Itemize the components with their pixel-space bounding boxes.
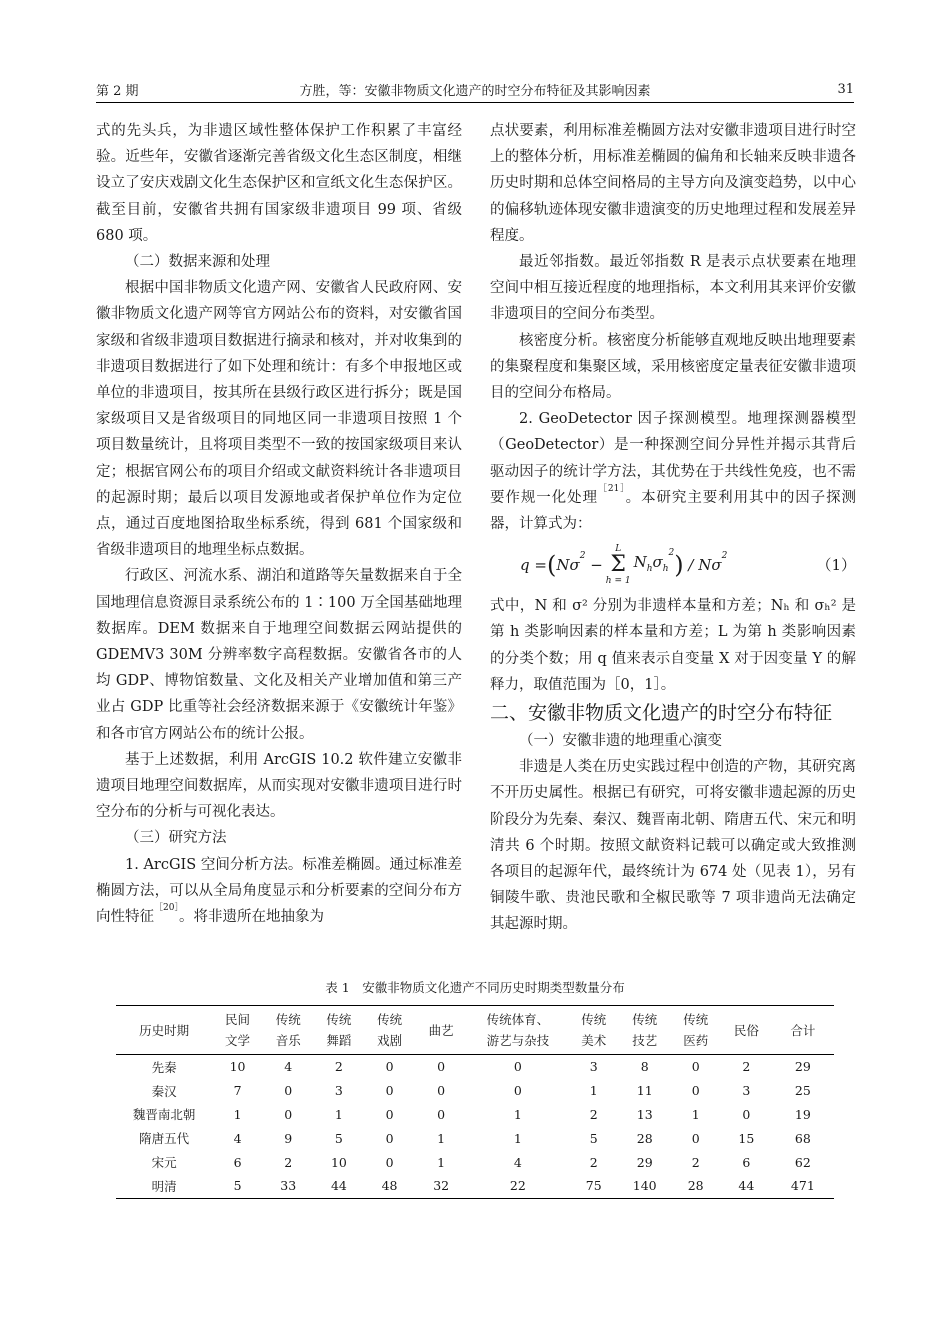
equation (490, 537, 856, 593)
table-cell: 1 (233, 1106, 242, 1122)
table-cell: 0 (437, 1083, 446, 1099)
table-cell: 7 (233, 1083, 242, 1099)
subsection-heading: （一）安徽非遗的地理重心演变 (519, 733, 722, 750)
table-cell: 28 (636, 1130, 653, 1146)
table-cell: 3 (334, 1083, 343, 1099)
page-header (96, 78, 854, 100)
table-cell: 6 (742, 1154, 751, 1170)
table-cell: 22 (467, 1174, 568, 1198)
table-row (116, 1174, 834, 1198)
table-cell: 1 (589, 1083, 598, 1099)
table-row (116, 1103, 834, 1127)
table-cell: 0 (385, 1083, 394, 1099)
column-header (772, 1006, 834, 1055)
paragraph: 非遗是人类在历史实践过程中创造的产物，其研究离不开历史属性。根据已有研究，可将安徽非遗起源的历史阶段分为先秦、秦汉、魏晋南北朝、隋唐五代、宋元和明清共 6 个时期。按照文献资料记载可以确定或大致推测各项目的起源年代，最终统计为 674 处（见表 1），另有铜陵牛歌、贵池民歌和全椒民歌等 7 项非遗尚无法确定其起源时期。 (490, 759, 856, 933)
header-rule (96, 102, 854, 103)
table-body (116, 1055, 834, 1199)
equation-lhs: q = (520, 556, 547, 575)
table-cell: 0 (385, 1059, 394, 1075)
header-line: 民间 (225, 1012, 251, 1027)
header-line: 传统 (275, 1012, 301, 1027)
table-cell: 13 (636, 1106, 653, 1122)
table-cell: 25 (794, 1083, 811, 1099)
paragraph: 式的先头兵，为非遗区域性整体保护工作积累了丰富经验。近些年，安徽省逐渐完善省级文化生态区制度，相继设立了安庆戏剧文化生态保护区和宣纸文化生态保护区。截至目前，安徽省共拥有国家级非遗项目 99 项、省级 680 项。 (96, 123, 462, 244)
table-cell: 2 (589, 1154, 598, 1170)
column-header (467, 1006, 568, 1055)
table-cell: 44 (314, 1174, 365, 1198)
table-cell: 0 (691, 1130, 700, 1146)
table-cell: 魏晋南北朝 (132, 1107, 196, 1123)
subsection-heading: （三）研究方法 (125, 830, 227, 847)
header-line: 传统 (581, 1012, 607, 1027)
table-cell: 32 (415, 1174, 467, 1198)
paragraph: 核密度分析。核密度分析能够直观地反映出地理要素的集聚程度和集聚区域，采用核密度定量表征安徽非遗项目的空间分布格局。 (490, 332, 856, 402)
table-cell: 8 (640, 1059, 649, 1075)
table-cell: 2 (589, 1106, 598, 1122)
left-column (96, 118, 462, 930)
table-caption: 表 1 安徽非物质文化遗产不同历史时期类型数量分布 (325, 980, 625, 995)
table-cell: 10 (229, 1059, 246, 1075)
header-line: 曲艺 (428, 1022, 454, 1038)
sum-lower: h = 1 (605, 576, 631, 587)
data-table (116, 1005, 834, 1199)
table-cell: 75 (568, 1174, 619, 1198)
paren-open: ( (546, 551, 557, 580)
table-cell: 0 (513, 1083, 522, 1099)
table-cell: 5 (334, 1130, 343, 1146)
table-cell: 19 (794, 1106, 811, 1122)
citation: ［20］ (154, 903, 179, 914)
paragraph: 式中，N 和 σ² 分别为非遗样本量和方差；Nₕ 和 σₕ² 是第 h 类影响因素的样本量和方差；L 为第 h 类影响因素的分类个数；用 q 值来表示自变量 X 对于因变量 Y 的解释力，取值范围为［0，1］。 (490, 598, 856, 693)
header-line: 文学 (225, 1033, 251, 1048)
table-cell: 0 (385, 1106, 394, 1122)
header-line: 传统 (632, 1012, 658, 1027)
table-cell: 0 (284, 1083, 293, 1099)
column-header (314, 1006, 365, 1055)
table-cell: 471 (772, 1174, 834, 1198)
paragraph: 行政区、河流水系、湖泊和道路等矢量数据来自于全国地理信息资源目录系统公布的 1∶100 万全国基础地理数据库。DEM 数据来自于地理空间数据云网站提供的 GDEMV3 30M 分辨率数字高程数据。安徽省各市的人均 GDP、博物馆数量、文化及相关产业增加值和第三产业占 GDP 比重等社会经济数据来源于《安徽统计年鉴》和各市官方网站公布的统计公报。 (96, 568, 462, 742)
table-cell: 2 (691, 1154, 700, 1170)
running-title: 方胜，等：安徽非物质文化遗产的时空分布特征及其影响因素 (299, 83, 651, 99)
table-cell: 68 (794, 1130, 811, 1146)
table-cell: 6 (233, 1154, 242, 1170)
header-line: 合计 (790, 1022, 816, 1038)
page-number: 31 (837, 81, 854, 97)
table-cell: 0 (385, 1130, 394, 1146)
paragraph: 基于上述数据，利用 ArcGIS 10.2 软件建立安徽非遗项目地理空间数据库，从而实现对安徽非遗项目进行时空分布的分析与可视化表达。 (96, 751, 462, 821)
equation-term: / $N\sigma^2$ (683, 551, 728, 575)
sum-upper: L (615, 544, 622, 555)
table-cell: 2 (334, 1059, 343, 1075)
table-cell: 15 (738, 1130, 755, 1146)
paragraph-text: 。本研究主要利用其中的因子探测器，计算式为： (490, 489, 857, 533)
table-cell: 4 (513, 1154, 522, 1170)
header-line: 舞蹈 (326, 1033, 352, 1048)
equation-number: （1） (816, 556, 856, 575)
section-heading: 二、安徽非物质文化遗产的时空分布特征 (490, 702, 833, 725)
table-cell: 9 (284, 1130, 293, 1146)
header-line: 传统 (683, 1012, 709, 1027)
table-cell: 140 (619, 1174, 670, 1198)
table-cell: 0 (691, 1083, 700, 1099)
equation-term: $N\sigma^2$ − (556, 551, 603, 575)
header-line: 传统 (326, 1012, 352, 1027)
sigma-symbol: Σ (610, 552, 626, 578)
paragraph (96, 852, 462, 931)
column-header (116, 1006, 212, 1055)
table-row (116, 1055, 834, 1079)
paragraph-text: 。将非遗所在地抽象为 (178, 909, 324, 926)
table-cell: 44 (721, 1174, 772, 1198)
table-cell: 11 (636, 1083, 653, 1099)
paragraph: 根据中国非物质文化遗产网、安徽省人民政府网、安徽非物质文化遗产网等官方网站公布的资料，对安徽省国家级和省级非遗项目数据进行摘录和核对，并对收集到的非遗项目数据进行了如下处理和统计：有多个申报地区或单位的非遗项目，按其所在县级行政区进行拆分；既是国家级项目又是省级项目的同地区同一非遗项目按照 1 个项目数量统计，且将项目类型不一致的按国家级项目来认定；根据官网公布的项目介绍或文献资料统计各非遗项目的起源时期；最后以项目发源地或者保护单位作为定位点，通过百度地图拾取坐标系统，得到 681 个国家级和省级非遗项目的地理坐标点数据。 (96, 280, 462, 559)
header-line: 民俗 (733, 1022, 759, 1038)
table-cell: 5 (212, 1174, 263, 1198)
paragraph: 最近邻指数。最近邻指数 R 是表示点状要素在地理空间中相互接近程度的地理指标，本文利用其来评价安徽非遗项目的空间分布类型。 (490, 254, 856, 323)
paragraph-text: 1. ArcGIS 空间分析方法。标准差椭圆。通过标准差椭圆方法，可以从全局角度显示和分析要素的空间分布方向性特征 (96, 856, 462, 926)
table-cell: 5 (589, 1130, 598, 1146)
table-cell: 2 (742, 1059, 751, 1075)
table-cell: 33 (263, 1174, 314, 1198)
table-cell: 1 (513, 1106, 522, 1122)
table-header (116, 1006, 834, 1055)
paragraph-text: 2. GeoDetector 因子探测模型。地理探测器模型（GeoDetector）是一种探测空间分异性并揭示其背后驱动因子的统计学方法，其优势在于共线性免疫，也不需要作规一化处理 (490, 411, 856, 506)
table-cell: 明清 (116, 1174, 212, 1198)
table-cell: 3 (742, 1083, 751, 1099)
table-cell: 48 (364, 1174, 415, 1198)
header-line: 戏剧 (377, 1033, 403, 1048)
header-line: 医药 (683, 1033, 709, 1048)
table-cell: 4 (284, 1059, 293, 1075)
table-cell: 29 (794, 1059, 811, 1075)
table-cell: 0 (437, 1106, 446, 1122)
table-cell: 0 (437, 1059, 446, 1075)
equation-term: $N_h\sigma_h^2$ (633, 547, 675, 574)
table-row (116, 1150, 834, 1174)
table-cell: 隋唐五代 (139, 1131, 190, 1147)
header-line: 音乐 (275, 1033, 301, 1048)
table-cell: 0 (513, 1059, 522, 1075)
column-header (721, 1006, 772, 1055)
right-column (490, 118, 856, 938)
table-cell: 29 (636, 1154, 653, 1170)
header-line: 传统 (377, 1012, 403, 1027)
table-cell: 0 (742, 1106, 751, 1122)
summation (606, 544, 631, 586)
paragraph (490, 406, 856, 537)
subsection-heading: （二）数据来源和处理 (125, 254, 270, 271)
column-header (670, 1006, 721, 1055)
column-header (212, 1006, 263, 1055)
table-cell: 1 (437, 1130, 446, 1146)
table-cell: 62 (794, 1154, 811, 1170)
table-cell: 宋元 (151, 1155, 177, 1171)
header-line: 传统体育、 (486, 1012, 550, 1027)
table-cell: 3 (589, 1059, 598, 1075)
column-header (364, 1006, 415, 1055)
table-cell: 0 (385, 1154, 394, 1170)
table-row (116, 1126, 834, 1150)
header-line: 游艺与杂技 (486, 1033, 550, 1048)
table-cell: 1 (691, 1106, 700, 1122)
column-header (415, 1006, 467, 1055)
table-cell: 4 (233, 1130, 242, 1146)
table-cell: 1 (437, 1154, 446, 1170)
issue-number: 第 2 期 (96, 83, 139, 99)
column-header (568, 1006, 619, 1055)
table-cell: 28 (670, 1174, 721, 1198)
citation: ［21］ (597, 483, 626, 494)
table-cell: 1 (334, 1106, 343, 1122)
column-header (263, 1006, 314, 1055)
table-cell: 先秦 (151, 1059, 177, 1075)
table-cell: 秦汉 (151, 1083, 177, 1099)
table-cell: 0 (284, 1106, 293, 1122)
header-line: 技艺 (632, 1033, 658, 1048)
paren-close: ) (674, 551, 684, 580)
header-line: 美术 (581, 1033, 607, 1048)
table-cell: 2 (284, 1154, 293, 1170)
header-line: 历史时期 (139, 1022, 190, 1038)
table-row (116, 1079, 834, 1103)
table-cell: 0 (691, 1059, 700, 1075)
table-cell: 1 (513, 1130, 522, 1146)
paragraph: 点状要素，利用标准差椭圆方法对安徽非遗项目进行时空上的整体分析，用标准差椭圆的偏角和长轴来反映非遗各历史时期和总体空间格局的主导方向及演变趋势，以中心的偏移轨迹体现安徽非遗演变的历史地理过程和发展差异程度。 (490, 123, 856, 244)
column-header (619, 1006, 670, 1055)
table-cell: 10 (330, 1154, 347, 1170)
